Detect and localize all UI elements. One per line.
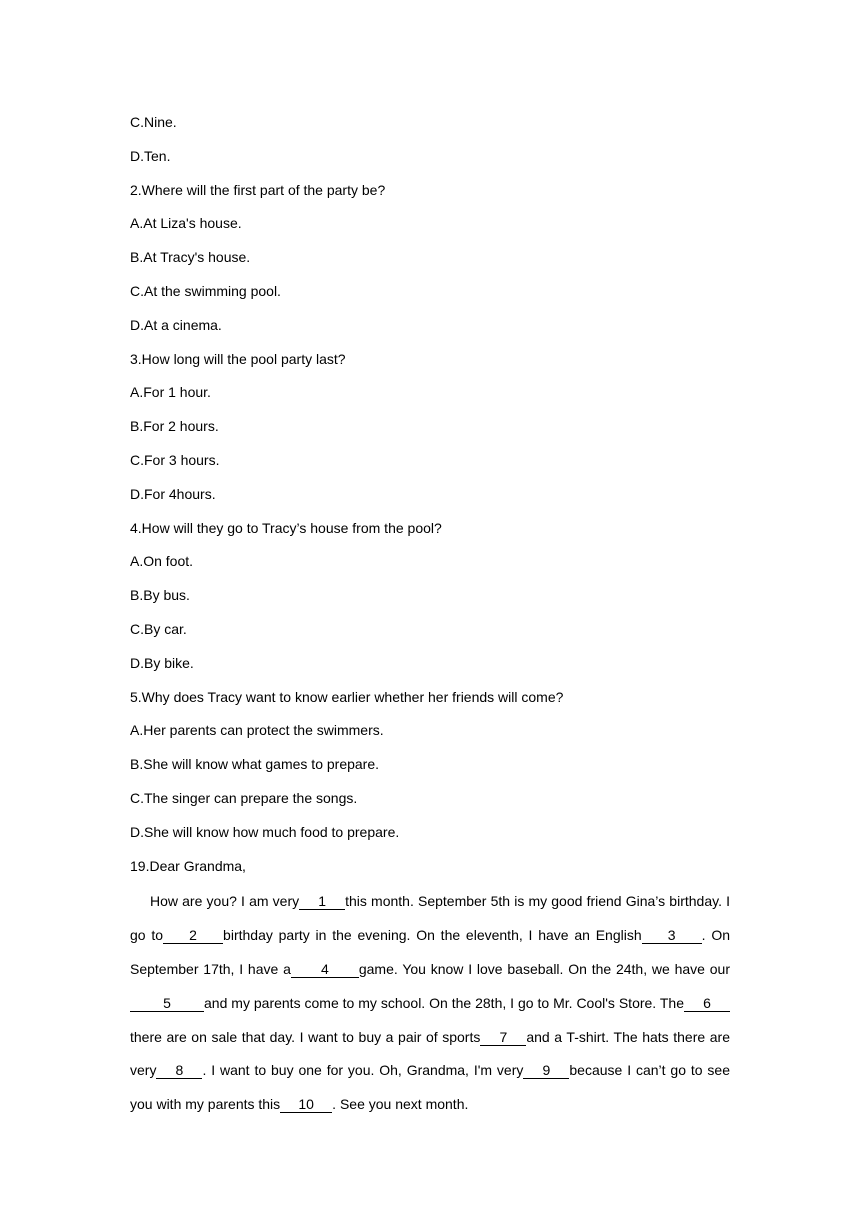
passage-text-2: birthday party in the evening. On the eleventh, I have an English (223, 927, 642, 944)
passage-text-9: because I can’t go to see you with my parents this (130, 1062, 731, 1113)
question-4: 4.How will they go to Tracy’s house from the pool? (130, 519, 442, 536)
blank-2: 2 (163, 927, 223, 944)
cloze-passage (130, 885, 730, 1122)
blank-6: 6 (684, 995, 730, 1012)
passage-text-10: . See you next month. (332, 1096, 469, 1113)
blank-1: 1 (299, 893, 345, 910)
blank-5: 5 (130, 995, 204, 1012)
q2-option-a: A.At Liza's house. (130, 215, 242, 232)
q2-option-d: D.At a cinema. (130, 316, 222, 333)
question-3: 3.How long will the pool party last? (130, 350, 346, 367)
q5-option-a: A.Her parents can protect the swimmers. (130, 722, 384, 739)
q5-option-b: B.She will know what games to prepare. (130, 756, 380, 773)
passage-text-7: and a T-shirt. The hats there are very (130, 1028, 730, 1079)
q4-option-d: D.By bike. (130, 654, 194, 671)
passage-text-4: game. You know I love baseball. On the 24th, we have our (358, 960, 730, 977)
passage-text-5: and my parents come to my school. On the 28th, I go to Mr. Cool's Store. The (204, 994, 684, 1011)
blank-8: 8 (156, 1062, 202, 1079)
passage-text-8: . I want to buy one for you. Oh, Grandma, I'm very (202, 1062, 524, 1079)
passage-text-1: this month. September 5th is my good friend Gina’s birthday. I go to (130, 893, 730, 944)
document-page (130, 108, 730, 1122)
option-d-ten: D.Ten. (130, 147, 171, 164)
q5-option-c: C.The singer can prepare the songs. (130, 789, 358, 806)
passage-text-3: . On September 17th, I have a (130, 927, 730, 977)
q2-option-b: B.At Tracy's house. (130, 249, 251, 266)
question-2: 2.Where will the first part of the party be? (130, 181, 386, 198)
blank-10: 10 (280, 1096, 332, 1113)
q2-option-c: C.At the swimming pool. (130, 282, 281, 299)
q3-option-b: B.For 2 hours. (130, 418, 219, 435)
blank-7: 7 (480, 1029, 526, 1046)
q4-option-a: A.On foot. (130, 553, 194, 570)
passage-text-0: How are you? I am very (150, 893, 300, 910)
q5-option-d: D.She will know how much food to prepare. (130, 823, 400, 840)
blank-4: 4 (291, 961, 359, 978)
letter-salutation: 19.Dear Grandma, (130, 857, 246, 874)
option-c-nine: C.Nine. (130, 114, 177, 130)
blank-3: 3 (642, 927, 702, 944)
q3-option-a: A.For 1 hour. (130, 384, 211, 401)
q3-option-c: C.For 3 hours. (130, 451, 220, 468)
q4-option-b: B.By bus. (130, 587, 190, 604)
question-5: 5.Why does Tracy want to know earlier whether her friends will come? (130, 688, 564, 705)
q3-option-d: D.For 4hours. (130, 485, 216, 502)
blank-9: 9 (523, 1062, 569, 1079)
passage-text-6: there are on sale that day. I want to buy a pair of sports (130, 1028, 481, 1045)
q4-option-c: C.By car. (130, 620, 187, 637)
